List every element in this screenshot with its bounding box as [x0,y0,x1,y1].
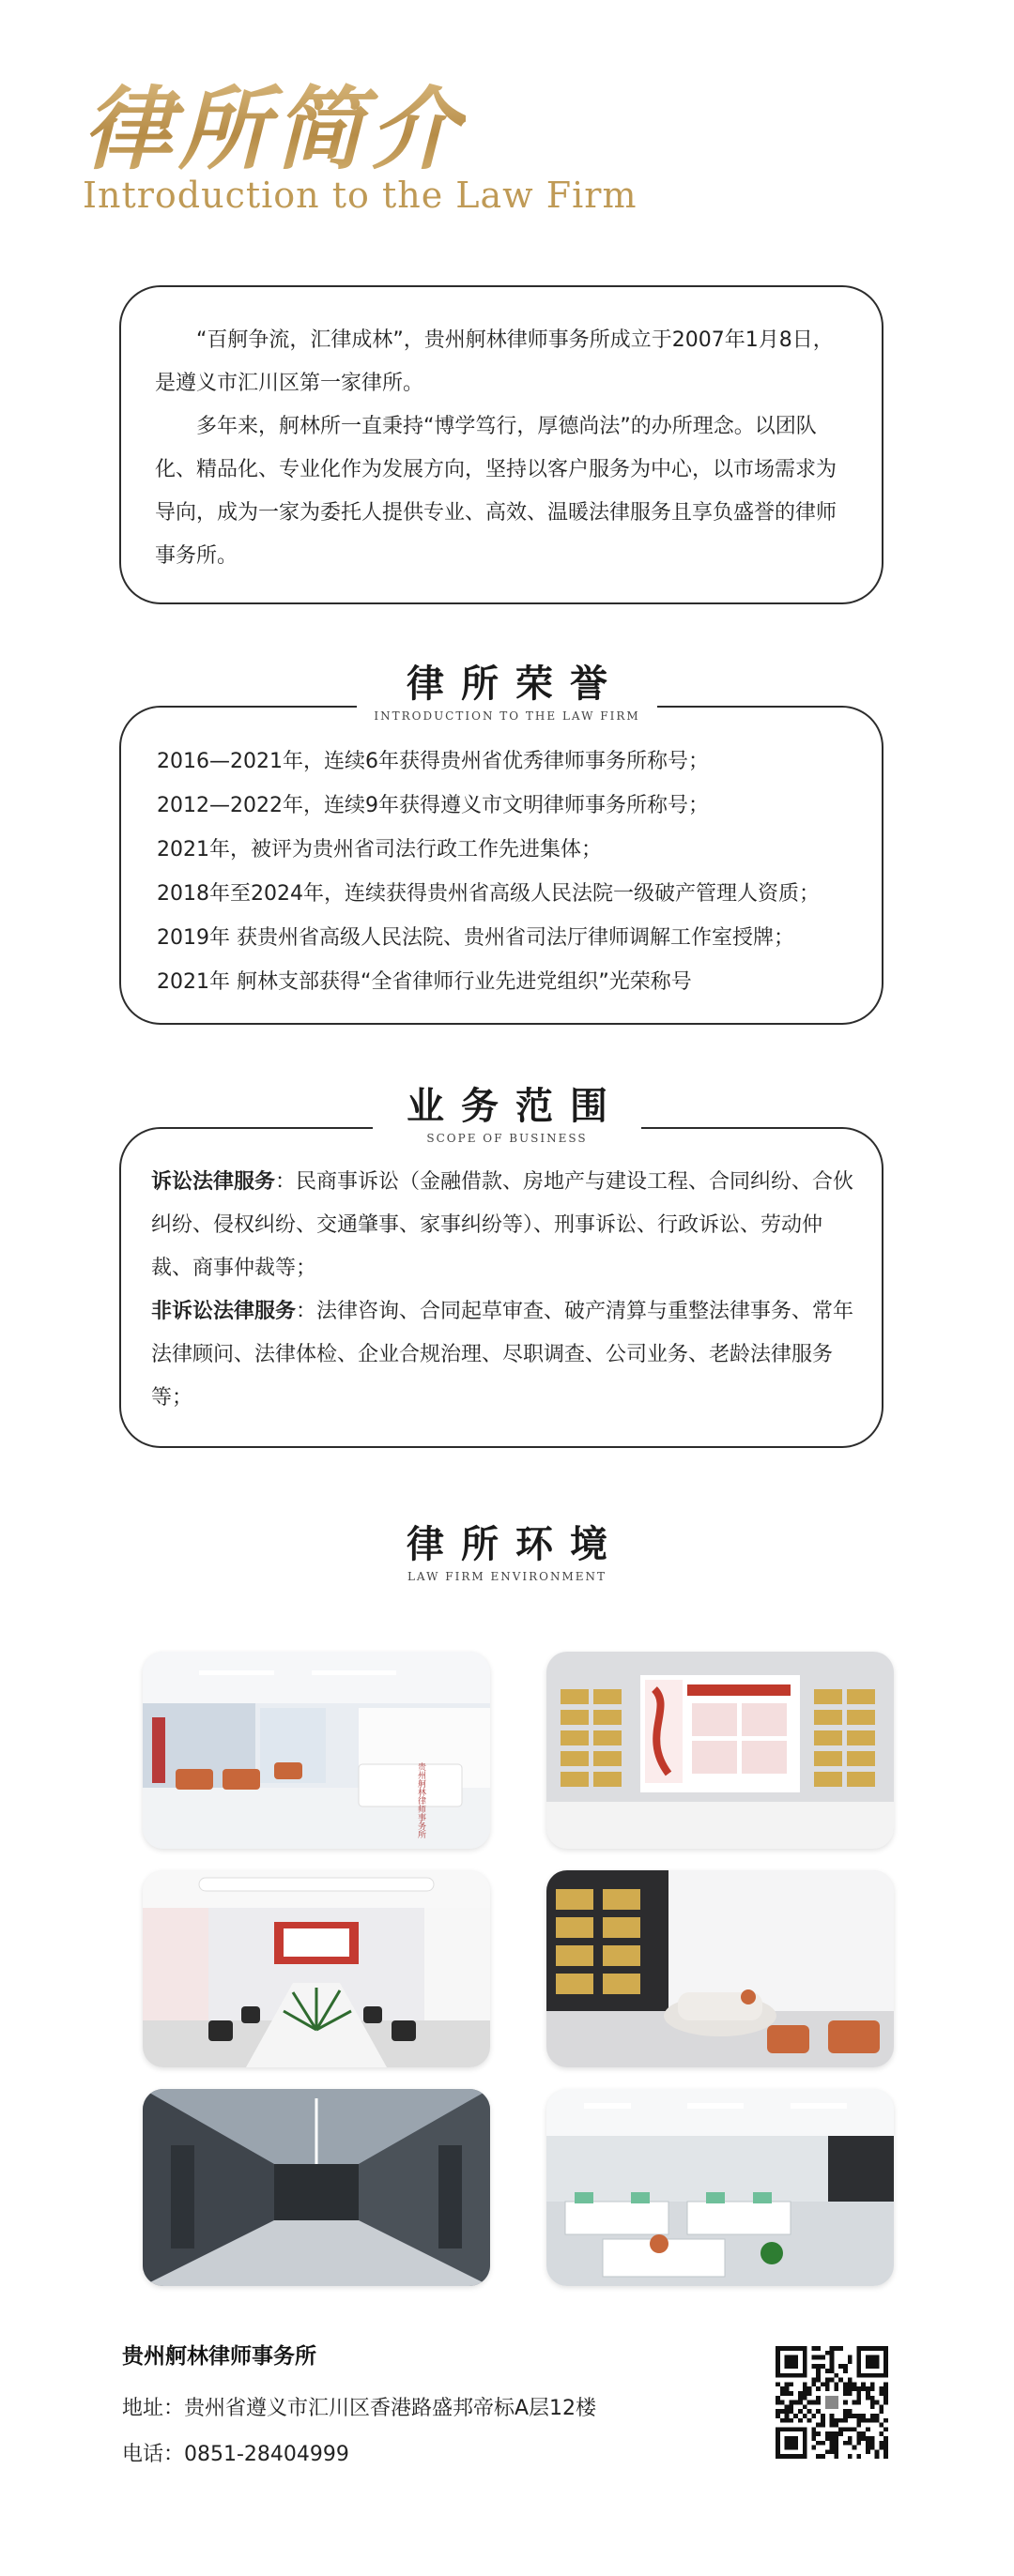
honor-item: 2021年 舸林支部获得“全省律师行业先进党组织”光荣称号 [157,970,692,994]
honor-item: 2012—2022年，连续9年获得遵义市文明律师事务所称号； [157,794,709,817]
honor-item: 2021年，被评为贵州省司法行政工作先进集体； [157,838,602,861]
honors-title: 律所荣誉 [406,663,624,706]
photo-reception [143,1652,490,1849]
environment-title: 律所环境 [407,1523,624,1566]
qr-code[interactable] [776,2346,888,2459]
business-title: 业务范围 [407,1085,624,1128]
intro-box [119,285,883,604]
photo-honor-wall [546,1652,894,1849]
environment-heading [0,1520,1014,1584]
intro-paragraph: 多年来，舸林所一直秉持“博学笃行，厚德尚法”的办所理念。以团队化、精品化、专业化作为发展方向，坚持以客户服务为中心，以市场需求为导向，成为一家为委托人提供专业、高效、温暖法律服务且享负盛誉的律师事务所。 [155,415,837,568]
litigation-services [151,1161,855,1290]
business-subtitle: SCOPE OF BUSINESS [426,1132,588,1145]
page-title: 律所简介 [83,58,466,187]
photo-meeting-room [143,1870,490,2067]
footer-address: 地址：贵州省遵义市汇川区香港路盛邦帝标A层12楼 [122,2397,597,2420]
photo-open-office [546,2089,894,2286]
litigation-text: ：民商事诉讼（金融借款、房地产与建设工程、合同纠纷、合伙纠纷、侵权纠纷、交通肇事、家事纠纷等）、刑事诉讼、行政诉讼、劳动仲裁、商事仲裁等； [151,1170,854,1280]
nonlitigation-label: 非诉讼法律服务 [151,1300,297,1323]
litigation-label: 诉讼法律服务 [151,1170,276,1194]
honors-subtitle: INTRODUCTION TO THE LAW FIRM [374,709,640,723]
honor-item: 2019年 获贵州省高级人民法院、贵州省司法厅律师调解工作室授牌； [157,926,794,950]
honors-heading [0,660,1014,724]
photo-lounge [546,1870,894,2067]
page-subtitle: Introduction to the Law Firm [83,175,638,216]
honors-box [119,706,883,1025]
honor-item: 2018年至2024年，连续获得贵州省高级人民法院一级破产管理人资质； [157,882,820,906]
honor-item: 2016—2021年，连续6年获得贵州省优秀律师事务所称号； [157,750,709,773]
intro-paragraph: “百舸争流，汇律成林”，贵州舸林律师事务所成立于2007年1月8日，是遵义市汇川区第一家律所。 [155,328,834,395]
photo-corridor [143,2089,490,2286]
environment-subtitle: LAW FIRM ENVIRONMENT [407,1570,607,1583]
footer-firm-name: 贵州舸林律师事务所 [122,2344,316,2369]
business-box [119,1127,883,1448]
footer-phone: 电话：0851-28404999 [122,2443,349,2466]
nonlitigation-services [151,1290,855,1420]
business-heading [0,1082,1014,1146]
nonlitigation-text: ：法律咨询、合同起草审查、破产清算与重整法律事务、常年法律顾问、法律体检、企业合规治理、尽职调查、公司业务、老龄法律服务等； [151,1300,854,1410]
reception-sign-text: 贵州舸林律师事务所 [416,1762,425,1838]
